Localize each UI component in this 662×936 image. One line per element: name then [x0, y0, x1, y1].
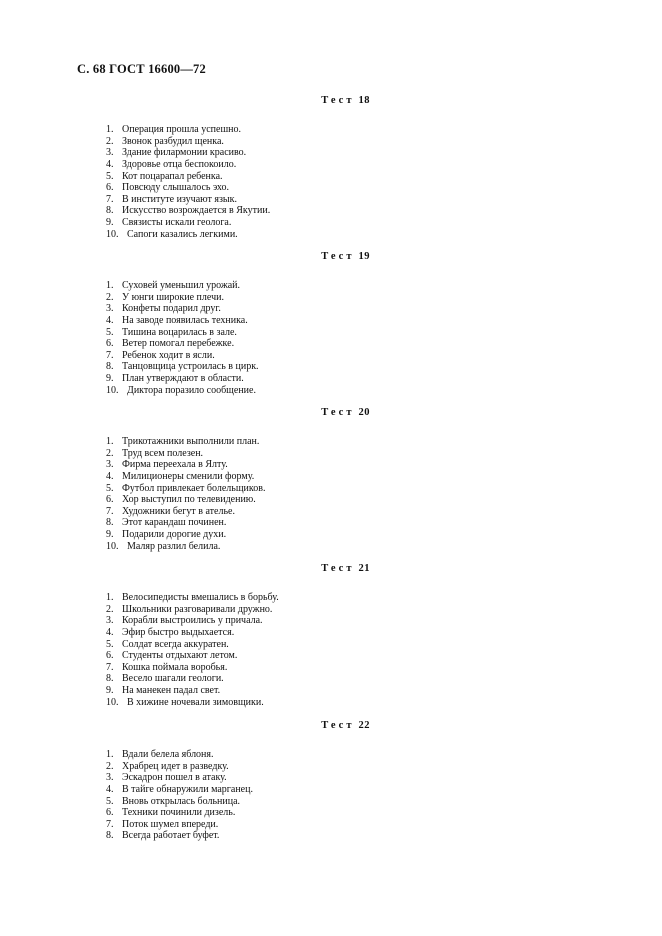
item-sentence: Танцовщица устроилась в цирк.: [122, 361, 259, 373]
item-number: 7.: [106, 505, 114, 517]
item-sentence: Кот поцарапал ребенка.: [122, 170, 223, 182]
item-number: 4.: [106, 470, 114, 482]
test-18-title: [321, 95, 370, 106]
item-sentence: Велосипедисты вмешались в борьбу.: [122, 592, 279, 603]
item-sentence: Ребенок ходит в ясли.: [122, 349, 215, 361]
test-title-number: 22: [358, 720, 370, 731]
item-number: 6.: [106, 182, 114, 194]
item-sentence: На заводе появилась техника.: [122, 314, 248, 326]
item-sentence: Эфир быстро выдыхается.: [122, 626, 235, 638]
item-number: 7.: [106, 349, 114, 361]
item-number: 3.: [106, 459, 114, 471]
item-sentence: Весело шагали геологи.: [122, 673, 224, 685]
item-number: 1.: [106, 280, 114, 291]
item-number: 3.: [106, 772, 114, 784]
item-number: 5.: [106, 326, 114, 338]
item-sentence: Вновь открылась больница.: [122, 795, 241, 807]
test-title-number: 21: [358, 563, 370, 574]
item-number: 10.: [106, 384, 119, 396]
item-number: 8.: [106, 361, 114, 373]
item-number: 3.: [106, 303, 114, 315]
item-number: 2.: [106, 447, 114, 459]
item-sentence: Футбол привлекает болельщиков.: [122, 482, 266, 494]
item-sentence: Труд всем полезен.: [122, 447, 204, 459]
item-number: 10.: [106, 696, 119, 708]
item-number: 4.: [106, 158, 114, 170]
item-sentence: Повсюду слышалось эхо.: [122, 182, 230, 194]
test-title-word: Тест: [321, 407, 355, 418]
item-number: 5.: [106, 638, 114, 650]
item-number: 8.: [106, 673, 114, 685]
item-number: 2.: [106, 291, 114, 303]
item-sentence: Связисты искали геолога.: [122, 217, 232, 229]
item-number: 5.: [106, 482, 114, 494]
test-21-title: [321, 563, 370, 574]
item-number: 1.: [106, 124, 114, 135]
item-number: 4.: [106, 626, 114, 638]
test-title-word: Тест: [321, 720, 355, 731]
item-sentence: Техники починили дизель.: [122, 807, 236, 819]
item-sentence: Школьники разговаривали дружно.: [122, 603, 273, 615]
item-sentence: Тишина воцарилась в зале.: [122, 326, 237, 338]
item-sentence: Хор выступил по телевидению.: [122, 494, 256, 506]
item-sentence: На манекен падал свет.: [122, 685, 221, 697]
item-sentence: Вдали белела яблоня.: [122, 749, 214, 760]
item-sentence: Суховей уменьшил урожай.: [122, 280, 241, 291]
test-20-title: [321, 407, 370, 418]
item-number: 5.: [106, 170, 114, 182]
item-number: 1.: [106, 749, 114, 760]
item-number: 1.: [106, 436, 114, 447]
item-sentence: В хижине ночевали зимовщики.: [127, 696, 264, 708]
item-sentence: Студенты отдыхают летом.: [122, 650, 238, 662]
item-sentence: Корабли выстроились у причала.: [122, 615, 263, 627]
item-number: 1.: [106, 592, 114, 603]
item-sentence: Диктора поразило сообщение.: [127, 384, 256, 396]
item-sentence: Конфеты подарил друг.: [122, 303, 221, 315]
item-sentence: Подарили дорогие духи.: [122, 529, 227, 541]
item-number: 4.: [106, 314, 114, 326]
item-sentence: Художники бегут в ателье.: [122, 505, 235, 517]
item-sentence: Милиционеры сменили форму.: [122, 470, 255, 482]
test-title-word: Тест: [321, 563, 355, 574]
item-sentence: Искусство возрождается в Якутии.: [122, 205, 271, 217]
item-number: 10.: [106, 540, 119, 552]
item-number: 10.: [106, 228, 119, 240]
item-sentence: Храбрец идет в разведку.: [122, 760, 229, 772]
test-19-title: [321, 251, 370, 262]
item-number: 9.: [106, 529, 114, 541]
item-sentence: В институте изучают язык.: [122, 193, 237, 205]
item-sentence: Кошка поймала воробья.: [122, 661, 228, 673]
item-number: 2.: [106, 760, 114, 772]
test-22-title: [321, 720, 370, 731]
item-number: 7.: [106, 193, 114, 205]
item-number: 8.: [106, 830, 114, 842]
page-header: С. 68 ГОСТ 16600—72: [77, 62, 206, 76]
item-number: 6.: [106, 338, 114, 350]
test-title-word: Тест: [321, 95, 355, 106]
item-sentence: Трикотажники выполнили план.: [122, 436, 260, 447]
item-sentence: Этот карандаш починен.: [122, 517, 227, 529]
item-number: 3.: [106, 615, 114, 627]
item-number: 6.: [106, 807, 114, 819]
test-title-number: 18: [358, 95, 370, 106]
item-number: 9.: [106, 217, 114, 229]
test-title-number: 19: [358, 251, 370, 262]
item-sentence: Всегда работает буфет.: [122, 830, 220, 842]
item-sentence: Эскадрон пошел в атаку.: [122, 772, 227, 784]
item-number: 8.: [106, 517, 114, 529]
item-sentence: Маляр разлил белила.: [127, 540, 221, 552]
item-number: 5.: [106, 795, 114, 807]
item-sentence: Фирма переехала в Ялту.: [122, 459, 228, 471]
item-sentence: Ветер помогал перебежке.: [122, 338, 235, 350]
item-number: 9.: [106, 685, 114, 697]
item-sentence: Солдат всегда аккуратен.: [122, 638, 229, 650]
item-sentence: Здание филармонии красиво.: [122, 147, 247, 159]
item-number: 3.: [106, 147, 114, 159]
test-title-word: Тест: [321, 251, 355, 262]
item-number: 8.: [106, 205, 114, 217]
item-sentence: У юнги широкие плечи.: [122, 291, 224, 303]
test-title-number: 20: [358, 407, 370, 418]
item-number: 6.: [106, 650, 114, 662]
item-number: 9.: [106, 373, 114, 385]
item-number: 2.: [106, 603, 114, 615]
item-number: 7.: [106, 818, 114, 830]
item-number: 6.: [106, 494, 114, 506]
item-sentence: Поток шумел впереди.: [122, 818, 219, 830]
item-sentence: В тайге обнаружили марганец.: [122, 783, 253, 795]
item-sentence: Операция прошла успешно.: [122, 124, 242, 135]
item-sentence: Здоровье отца беспокоило.: [122, 158, 237, 170]
item-sentence: Сапоги казались легкими.: [127, 228, 238, 240]
item-number: 2.: [106, 135, 114, 147]
item-sentence: Звонок разбудил щенка.: [122, 135, 224, 147]
item-number: 7.: [106, 661, 114, 673]
item-number: 4.: [106, 783, 114, 795]
item-sentence: План утверждают в области.: [122, 373, 244, 385]
